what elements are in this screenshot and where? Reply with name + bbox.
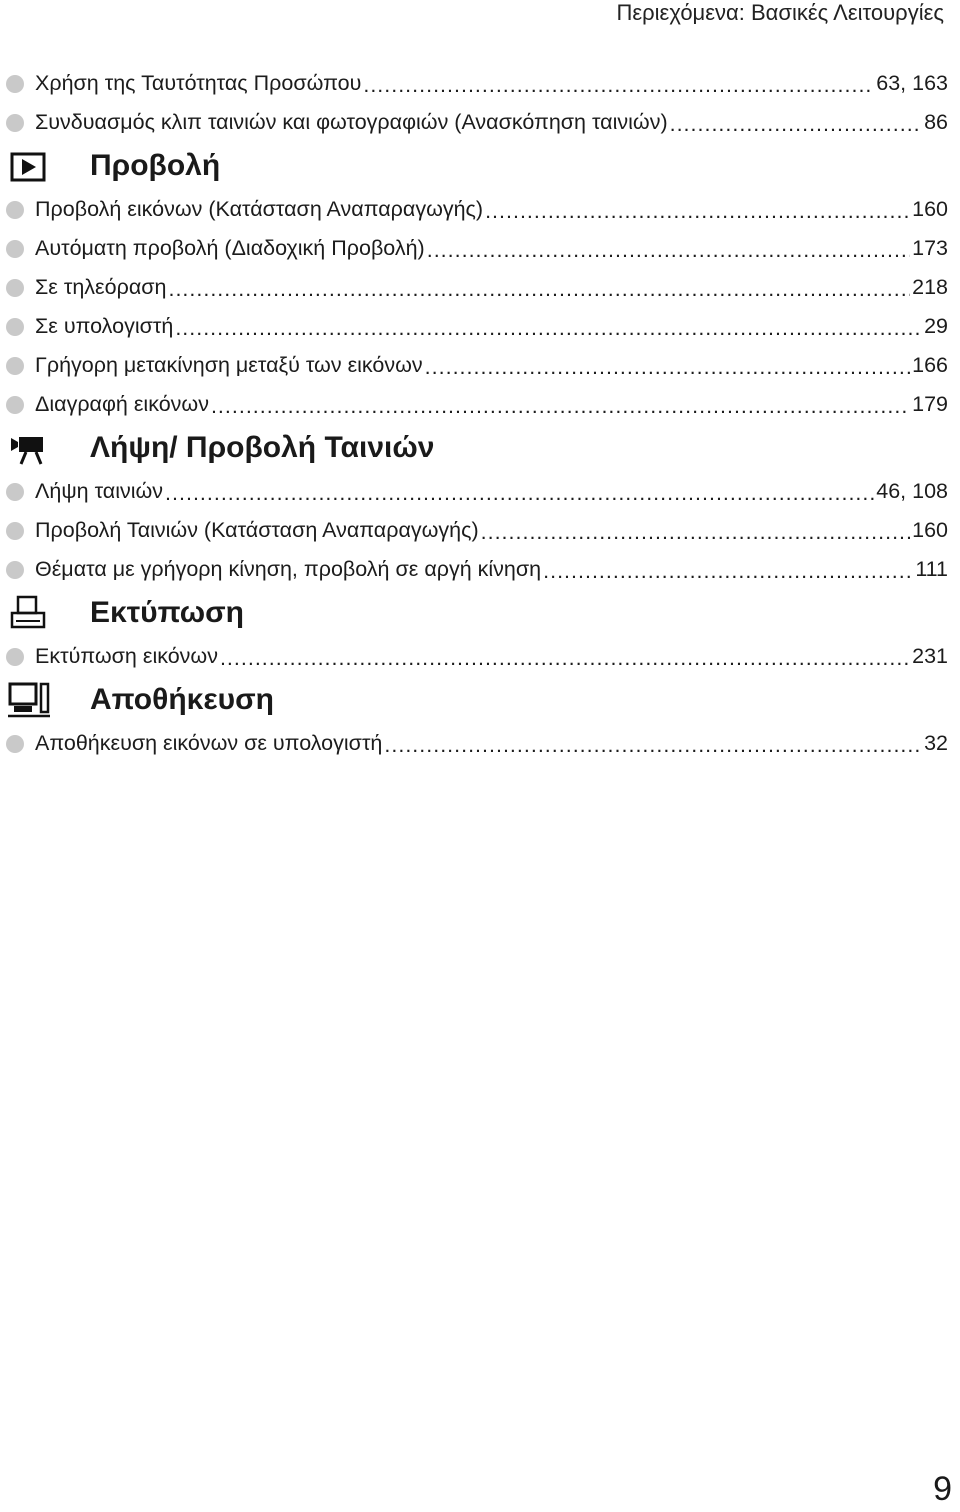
leader-dots (485, 199, 910, 221)
leader-dots (384, 733, 922, 755)
playback-icon (6, 146, 52, 186)
toc-item-label: Σε υπολογιστή (35, 314, 174, 338)
toc-item-label: Σε τηλεόραση (35, 275, 167, 299)
toc-item-label: Εκτύπωση εικόνων (35, 644, 218, 668)
toc-item-page: 86 (924, 110, 948, 134)
leader-dots (363, 73, 874, 95)
movie-camera-icon (6, 428, 52, 468)
bullet-icon (6, 240, 24, 258)
toc-item[interactable] (0, 724, 960, 763)
leader-dots (165, 481, 874, 503)
bullet-icon (6, 114, 24, 132)
printer-icon (6, 593, 52, 633)
leader-dots (670, 112, 922, 134)
bullet-icon (6, 357, 24, 375)
toc-item-label: Γρήγορη μετακίνηση μεταξύ των εικόνων (35, 353, 423, 377)
toc-item-page: 29 (924, 314, 948, 338)
toc-item-page: 160 (912, 197, 948, 221)
toc-item[interactable] (0, 346, 960, 385)
toc-item-page: 231 (912, 644, 948, 668)
toc-item-page: 166 (912, 353, 948, 377)
section-title: Προβολή (90, 149, 221, 182)
bullet-icon (6, 396, 24, 414)
leader-dots (481, 520, 910, 542)
toc-item-label: Διαγραφή εικόνων (35, 392, 209, 416)
section-heading-movies (0, 424, 960, 472)
leader-dots (427, 238, 910, 260)
toc-item[interactable] (0, 190, 960, 229)
toc-item[interactable] (0, 511, 960, 550)
bullet-icon (6, 75, 24, 93)
toc-item-page: 218 (912, 275, 948, 299)
toc-item[interactable] (0, 472, 960, 511)
toc-item-label: Αποθήκευση εικόνων σε υπολογιστή (35, 731, 383, 755)
toc-item-page: 111 (915, 557, 948, 581)
leader-dots (425, 355, 910, 377)
section-heading-printing (0, 589, 960, 637)
toc-item-label: Συνδυασμός κλιπ ταινιών και φωτογραφιών (Ανασκόπηση ταινιών) (35, 110, 668, 134)
toc-item[interactable] (0, 307, 960, 346)
section-title: Αποθήκευση (90, 683, 274, 716)
leader-dots (211, 394, 910, 416)
section-title: Λήψη/ Προβολή Ταινιών (90, 431, 435, 464)
toc-item-label: Θέματα με γρήγορη κίνηση, προβολή σε αργή κίνηση (35, 557, 542, 581)
bullet-icon (6, 522, 24, 540)
bullet-icon (6, 318, 24, 336)
leader-dots (168, 277, 910, 299)
page-number: 9 (933, 1470, 952, 1508)
toc-item[interactable] (0, 637, 960, 676)
toc-item-page: 173 (912, 236, 948, 260)
toc-item[interactable] (0, 550, 960, 589)
bullet-icon (6, 483, 24, 501)
bullet-icon (6, 561, 24, 579)
toc-item-label: Προβολή εικόνων (Κατάσταση Αναπαραγωγής) (35, 197, 484, 221)
leader-dots (543, 559, 913, 581)
bullet-icon (6, 735, 24, 753)
page-header-title: Περιεχόμενα: Βασικές Λειτουργίες (616, 0, 944, 25)
toc-item[interactable] (0, 64, 960, 103)
bullet-icon (6, 279, 24, 297)
toc-item-page: 32 (924, 731, 948, 755)
toc-item-page: 63, 163 (876, 71, 948, 95)
section-heading-saving (0, 676, 960, 724)
leader-dots (220, 646, 910, 668)
toc-item-label: Λήψη ταινιών (35, 479, 164, 503)
toc-list (0, 64, 960, 763)
toc-item[interactable] (0, 229, 960, 268)
toc-item-page: 160 (912, 518, 948, 542)
toc-item[interactable] (0, 268, 960, 307)
leader-dots (175, 316, 922, 338)
bullet-icon (6, 201, 24, 219)
computer-icon (6, 680, 52, 720)
section-heading-playback (0, 142, 960, 190)
toc-item[interactable] (0, 103, 960, 142)
section-title: Εκτύπωση (90, 596, 244, 629)
toc-item-label: Προβολή Ταινιών (Κατάσταση Αναπαραγωγής) (35, 518, 479, 542)
toc-item-label: Αυτόματη προβολή (Διαδοχική Προβολή) (35, 236, 425, 260)
toc-item[interactable] (0, 385, 960, 424)
toc-item-page: 179 (912, 392, 948, 416)
toc-item-page: 46, 108 (876, 479, 948, 503)
toc-item-label: Χρήση της Ταυτότητας Προσώπου (35, 71, 362, 95)
bullet-icon (6, 648, 24, 666)
